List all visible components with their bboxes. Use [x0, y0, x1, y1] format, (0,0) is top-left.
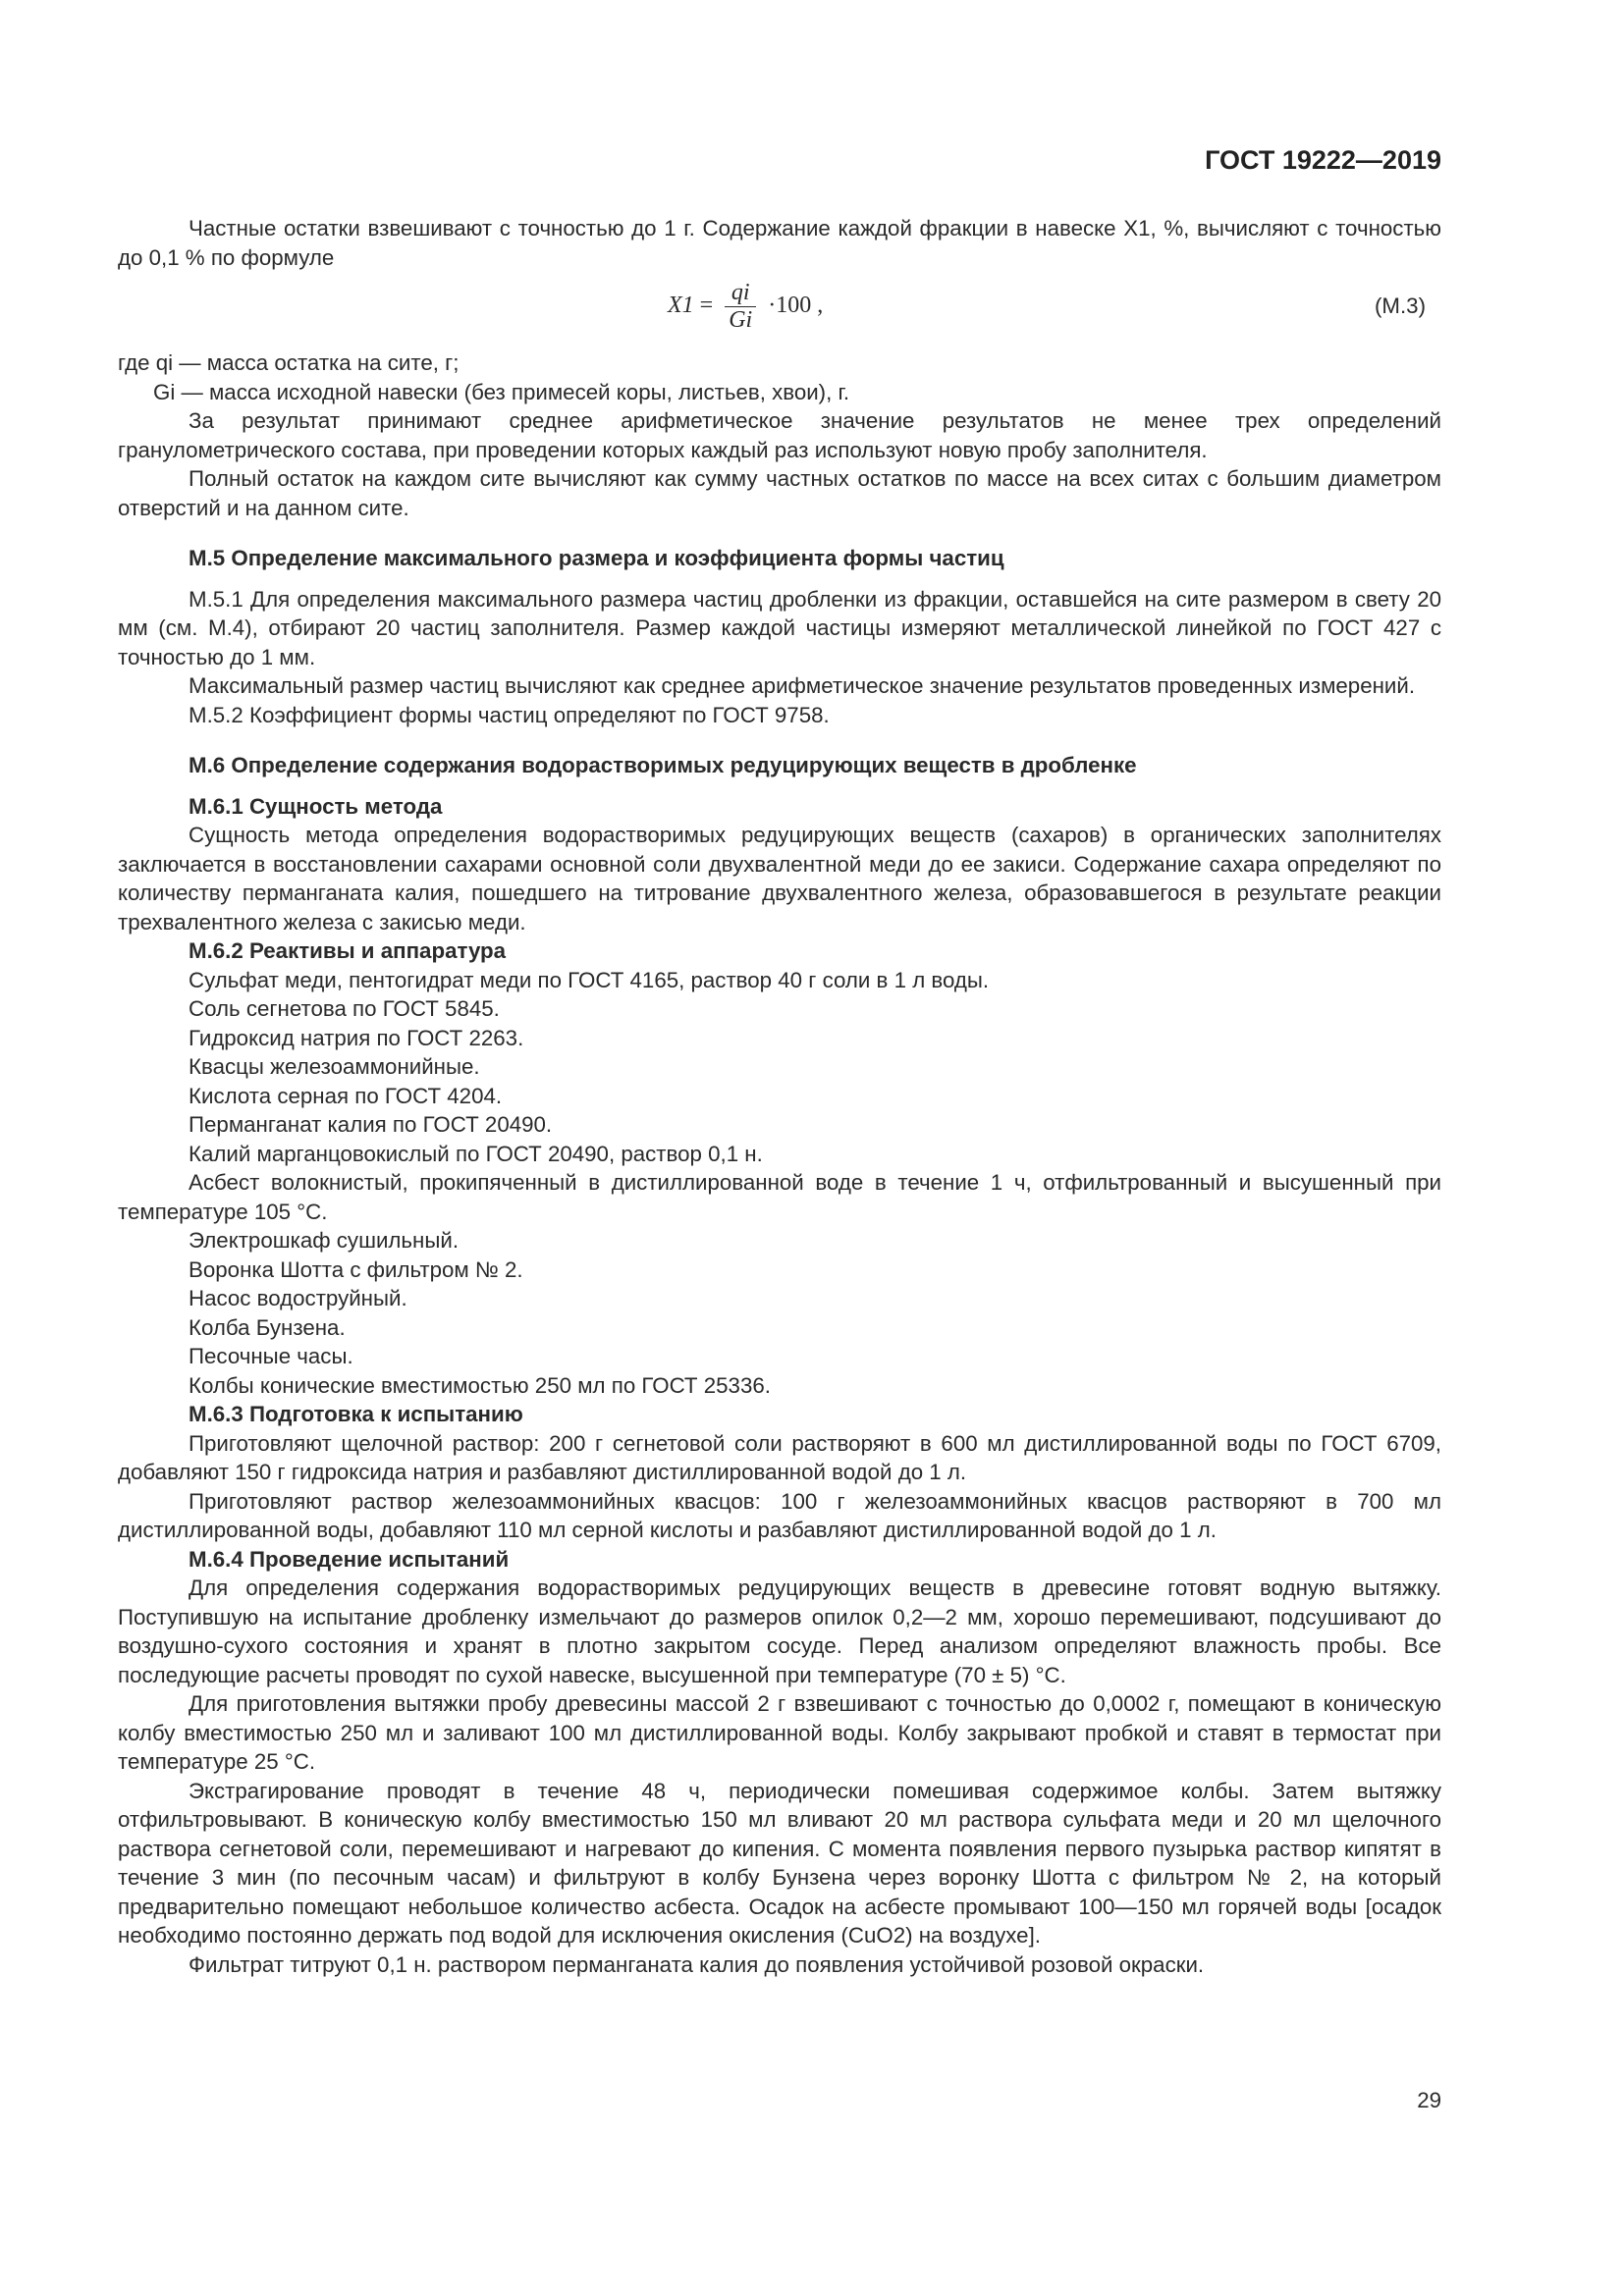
page-content: [118, 214, 1441, 1979]
paragraph-result: За результат принимают среднее арифметическое значение результатов не менее трех определений гранулометрического состава, при проведении которых каждый раз используют новую пробу заполнителя.: [118, 408, 1441, 462]
list-item: Гидроксид натрия по ГОСТ 2263.: [189, 1025, 524, 1050]
paragraph-m6-3-alkaline: Приготовляют щелочной раствор: 200 г сегнетовой соли растворяют в 600 мл дистиллированной воды по ГОСТ 6709, добавляют 150 г гидроксида натрия и разбавляют дистиллированной водой до 1 л.: [118, 1430, 1441, 1484]
subsection-m6-2-title: М.6.2 Реактивы и аппаратура: [189, 938, 507, 963]
subsection-m6-4-title: М.6.4 Проведение испытаний: [189, 1546, 510, 1572]
paragraph-m6-4-sample: Для приготовления вытяжки пробу древесины массой 2 г взвешивают с точностью до 0,0002 г, помещают в коническую колбу вместимостью 250 мл и заливают 100 мл дистиллированной воды. Колбу закрывают пробкой и ставят в термостат при температуре 25 °С.: [118, 1691, 1441, 1774]
list-item: Квасцы железоаммонийные.: [189, 1054, 480, 1079]
formula-m3: [118, 272, 1441, 348]
section-m5-title: М.5 Определение максимального размера и коэффициента формы частиц: [189, 546, 1004, 570]
list-item: Насос водоструйный.: [189, 1286, 407, 1310]
list-item: Соль сегнетова по ГОСТ 5845.: [189, 996, 500, 1021]
definition-q: где qi — масса остатка на сите, г;: [118, 350, 460, 375]
definition-g: Gi — масса исходной навески (без примесей коры, листьев, хвои), г.: [153, 379, 850, 404]
paragraph-m6-3-alum: Приготовляют раствор железоаммонийных квасцов: 100 г железоаммонийных квасцов растворяют в 700 мл дистиллированной воды, добавляют 110 мл серной кислоты и разбавляют дистиллированной водой до 1 л.: [118, 1488, 1441, 1542]
formula-factor: ·100 ,: [768, 293, 824, 319]
list-item: Сульфат меди, пентогидрат меди по ГОСТ 4165, раствор 40 г соли в 1 л воды.: [189, 967, 990, 992]
subsection-m6-1-title: М.6.1 Сущность метода: [189, 793, 443, 819]
list-item: Асбест волокнистый, прокипяченный в дистиллированной воде в течение 1 ч, отфильтрованный и высушенный при температуре 105 °С.: [118, 1170, 1441, 1224]
equals-sign: =: [699, 293, 714, 319]
section-m6-title: М.6 Определение содержания водорастворимых редуцирующих веществ в дробленке: [189, 753, 1137, 777]
paragraph-m5-max: Максимальный размер частиц вычисляют как среднее арифметическое значение результатов проведенных измерений.: [189, 673, 1416, 698]
reagents-list: [118, 966, 1441, 1401]
formula-lhs: X1: [668, 293, 694, 319]
formula-denominator: Gi: [729, 307, 753, 333]
formula-number: (М.3): [1374, 294, 1426, 318]
list-item: Кислота серная по ГОСТ 4204.: [189, 1083, 503, 1108]
list-item: Перманганат калия по ГОСТ 20490.: [189, 1112, 553, 1137]
list-item: Воронка Шотта с фильтром № 2.: [189, 1256, 523, 1282]
document-header: ГОСТ 19222—2019: [1205, 145, 1441, 175]
paragraph-m6-1: Сущность метода определения водорастворимых редуцирующих веществ (сахаров) в органических заполнителях заключается в восстановлении сахарами основной соли двухвалентной меди до ее закиси. Содержание сахара определяют по количеству перманганата калия, пошедшего на титрование двухвалентного железа, образовавшегося в результате реакции трехвалентного железа с закисью меди.: [118, 823, 1441, 934]
list-item: Электрошкаф сушильный.: [189, 1228, 460, 1253]
subsection-m6-3-title: М.6.3 Подготовка к испытанию: [189, 1402, 523, 1426]
formula-numerator: qi: [725, 280, 756, 307]
list-item: Колба Бунзена.: [189, 1314, 346, 1340]
intro-paragraph: Частные остатки взвешивают с точностью до 1 г. Содержание каждой фракции в навеске X1, %, вычисляют с точностью до 0,1 % по формуле: [118, 216, 1441, 270]
paragraph-m6-4-extract: Для определения содержания водорастворимых редуцирующих веществ в древесине готовят водную вытяжку. Поступившую на испытание дробленку измельчают до размеров опилок 0,2—2 мм, хорошо перемешивают, подсушивают до воздушно-сухого состояния и хранят в плотно закрытом сосуде. Перед анализом определяют влажность пробы. Все последующие расчеты проводят по сухой навеске, высушенной при температуре (70 ± 5) °С.: [118, 1575, 1441, 1687]
formula-fraction: [725, 280, 756, 334]
page-number: 29: [1417, 2088, 1441, 2112]
list-item: Песочные часы.: [189, 1344, 353, 1368]
paragraph-m6-4-titration: Фильтрат титруют 0,1 н. раствором перманганата калия до появления устойчивой розовой окраски.: [189, 1951, 1205, 1977]
paragraph-full-residue: Полный остаток на каждом сите вычисляют как сумму частных остатков по массе на всех ситах с большим диаметром отверстий и на данном сите.: [118, 466, 1441, 520]
paragraph-m5-2: М.5.2 Коэффициент формы частиц определяют по ГОСТ 9758.: [189, 702, 830, 727]
list-item: Калий марганцовокислый по ГОСТ 20490, раствор 0,1 н.: [189, 1141, 763, 1166]
formula-expression: [668, 280, 823, 334]
paragraph-m5-1: М.5.1 Для определения максимального размера частиц дробленки из фракции, оставшейся на сите размером в свету 20 мм (см. М.4), отбирают 20 частиц заполнителя. Размер каждой частицы измеряют металлической линейкой по ГОСТ 427 с точностью до 1 мм.: [118, 586, 1441, 669]
paragraph-m6-4-extraction: Экстрагирование проводят в течение 48 ч, периодически помешивая содержимое колбы. Затем вытяжку отфильтровывают. В коническую колбу вместимостью 150 мл вливают 20 мл раствора сульфата меди и 20 мл щелочного раствора сегнетовой соли, перемешивают и нагревают до кипения. С момента появления первого пузырька раствор кипятят в течение 3 мин (по песочным часам) и фильтруют в колбу Бунзена через воронку Шотта с фильтром № 2, на который предварительно помещают небольшое количество асбеста. Осадок на асбесте промывают 100—150 мл горячей воды [осадок необходимо постоянно держать под водой для исключения окисления (CuO2) на воздухе].: [118, 1778, 1441, 1948]
list-item: Колбы конические вместимостью 250 мл по ГОСТ 25336.: [189, 1372, 771, 1398]
